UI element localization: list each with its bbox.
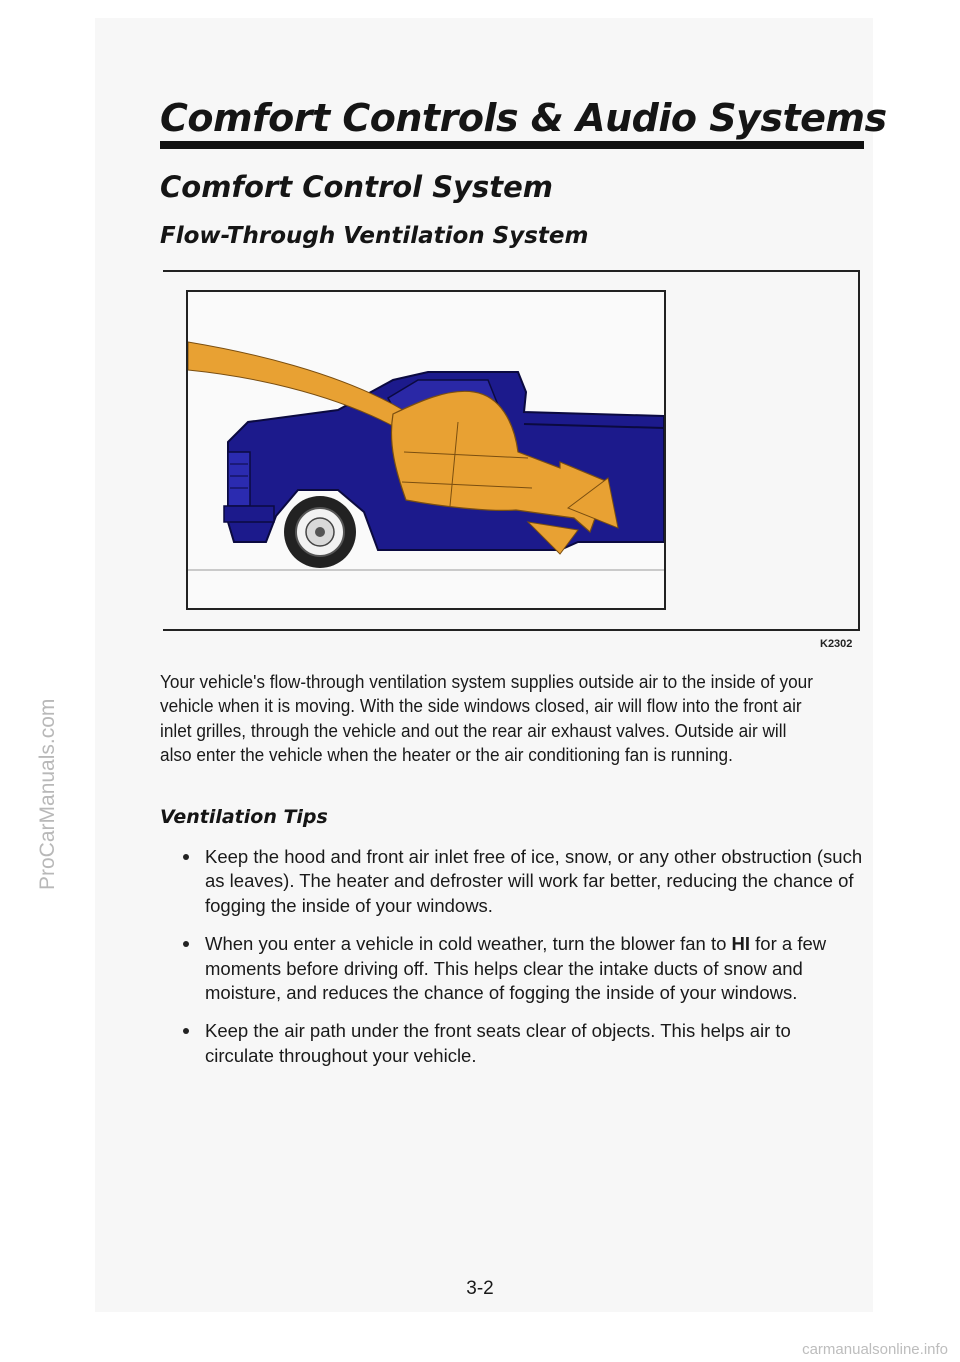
section-title: Comfort Control System	[160, 170, 554, 204]
ventilation-illustration	[186, 290, 666, 610]
bullet-icon	[183, 854, 189, 860]
tips-list	[183, 845, 863, 1082]
tip-item	[183, 932, 863, 1005]
side-watermark: ProCarManuals.com	[36, 698, 59, 890]
bullet-icon	[183, 941, 189, 947]
airflow-intake	[188, 342, 403, 426]
tip-emphasis: HI	[731, 933, 751, 955]
bullet-icon	[183, 1028, 189, 1034]
tip-text-part: for a few moments before driving off. This helps clear the intake ducts of snow and moisture, and reduces the chance of fogging the inside of your windows.	[205, 933, 827, 1004]
page-number: 3-2	[466, 1278, 494, 1299]
manual-page	[95, 18, 873, 1312]
truck-grille	[228, 452, 250, 506]
figure-code: K2302	[820, 638, 853, 650]
tip-text-part: When you enter a vehicle in cold weather, turn the blower fan to	[205, 933, 732, 955]
tip-text: Keep the air path under the front seats clear of objects. This helps air to circulate throughout your vehicle.	[205, 1020, 791, 1066]
tip-item	[183, 845, 863, 918]
chapter-title: Comfort Controls & Audio Systems	[160, 96, 887, 140]
tip-text: Keep the hood and front air inlet free of ice, snow, or any other obstruction (such as leaves). The heater and defroster will work far better, reducing the chance of fogging the inside of your windows.	[205, 846, 863, 916]
tips-title: Ventilation Tips	[160, 806, 328, 828]
truck-bumper	[224, 506, 274, 522]
bottom-watermark: carmanualsonline.info	[802, 1341, 948, 1358]
tip-text	[205, 933, 826, 1003]
tip-item	[183, 1019, 863, 1068]
ventilation-description: Your vehicle's flow-through ventilation system supplies outside air to the inside of your vehicle when it is moving. With the side windows closed, air will flow into the front air inlet grilles, through the vehicle and out the rear air exhaust valves. Outside air will also enter the vehicle when the heater or the air conditioning fan is running.	[160, 671, 813, 766]
header-rule	[160, 141, 864, 149]
subsection-title: Flow-Through Ventilation System	[160, 223, 589, 249]
